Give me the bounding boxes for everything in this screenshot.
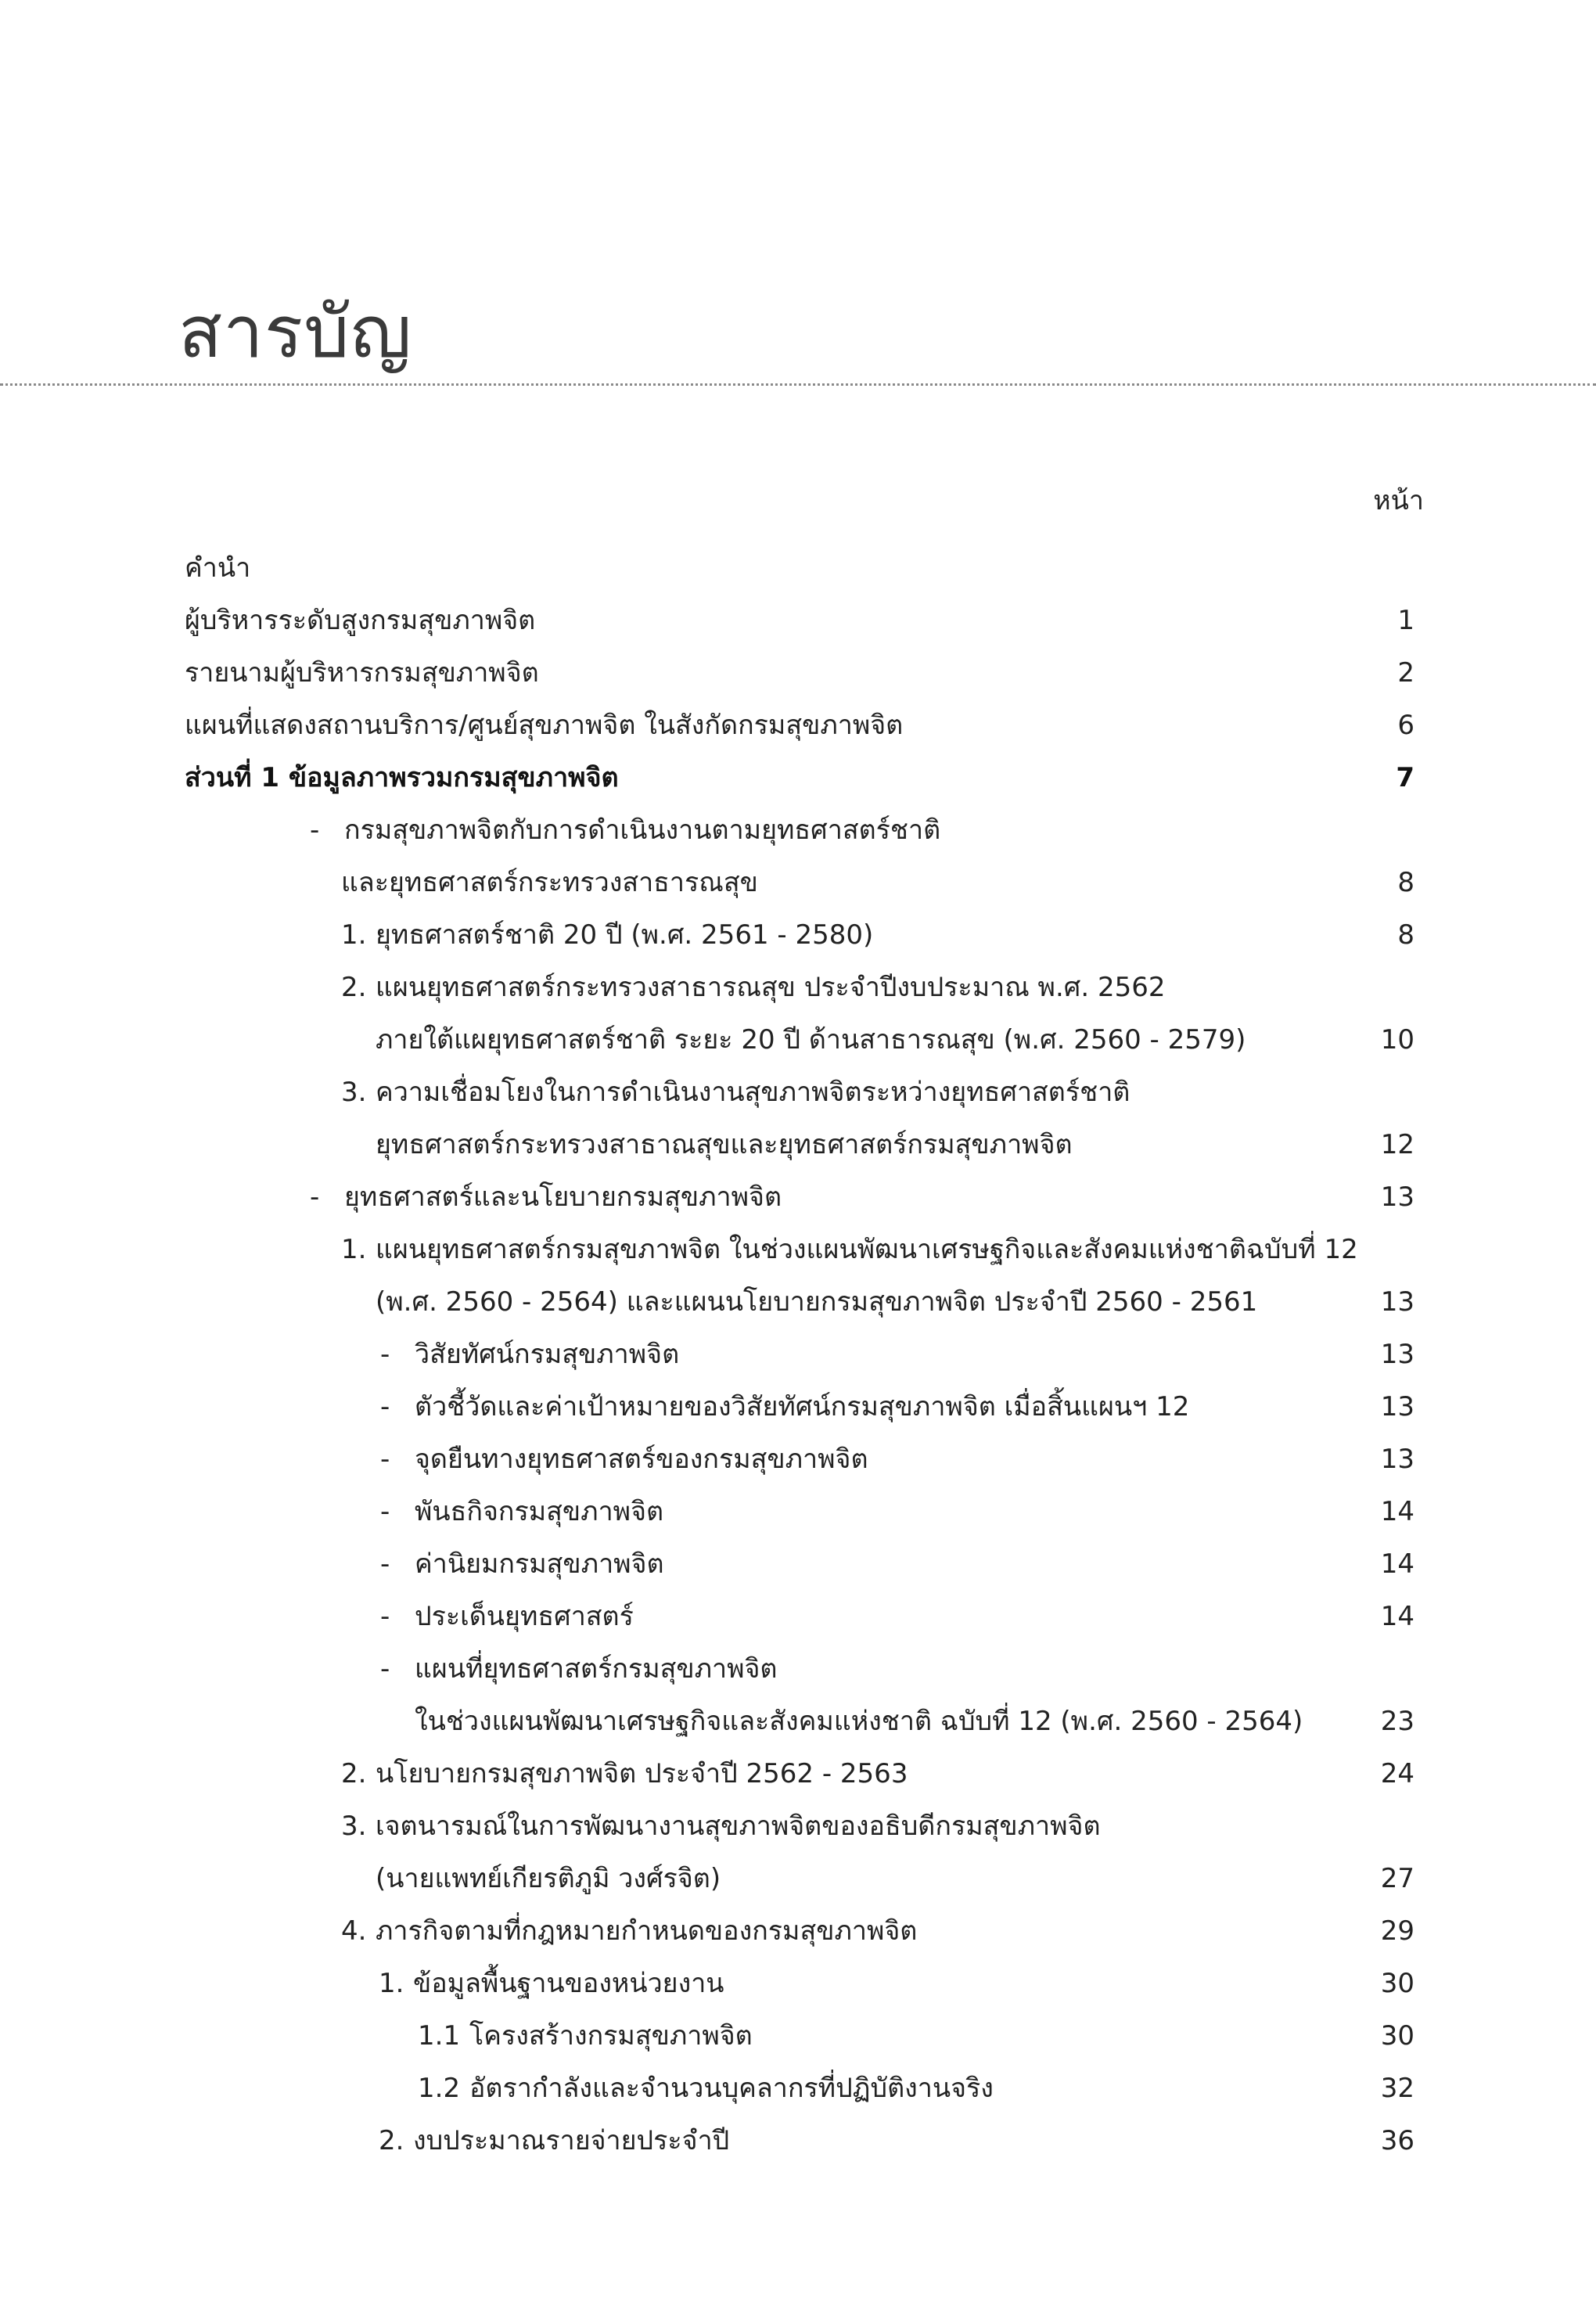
- toc-label: โครงสร้างกรมสุขภาพจิต: [469, 2020, 753, 2052]
- toc-label: ภารกิจตามที่กฎหมายกำหนดของกรมสุขภาพจิต: [376, 1915, 918, 1947]
- toc-row: [0, 648, 1596, 700]
- toc-page-number: 10: [1380, 1024, 1414, 1056]
- toc-bullet: 2.: [341, 1758, 367, 1789]
- toc-page-number: 8: [1397, 867, 1414, 898]
- toc-page-number: 2: [1397, 657, 1414, 689]
- toc-row: [0, 2116, 1596, 2168]
- toc-bullet: -: [310, 1181, 320, 1213]
- toc-label: วิสัยทัศน์กรมสุขภาพจิต: [415, 1339, 680, 1370]
- toc-row: [0, 1067, 1596, 1120]
- toc-label: ภายใต้แผยุทธศาสตร์ชาติ ระยะ 20 ปี ด้านสาธารณสุข (พ.ศ. 2560 - 2579): [376, 1024, 1246, 1056]
- toc-section-label: ส่วนที่ 1 ข้อมูลภาพรวมกรมสุขภาพจิต: [185, 762, 619, 793]
- toc-row: [0, 805, 1596, 858]
- toc-bullet: 3.: [341, 1077, 367, 1108]
- toc-label: งบประมาณรายจ่ายประจำปี: [413, 2125, 730, 2156]
- toc-bullet: 2.: [379, 2125, 404, 2156]
- toc-label: แผนที่แสดงสถานบริการ/ศูนย์สุขภาพจิต ในสังกัดกรมสุขภาพจิต: [185, 710, 904, 741]
- toc-row: [0, 700, 1596, 753]
- toc-page-number: 24: [1380, 1758, 1414, 1789]
- toc-page-number: 8: [1397, 919, 1414, 951]
- toc-page-number: 6: [1397, 710, 1414, 741]
- toc-label: ผู้บริหารระดับสูงกรมสุขภาพจิต: [185, 605, 536, 636]
- toc-bullet: -: [380, 1444, 390, 1475]
- toc-label: อัตรากำลังและจำนวนบุคลากรที่ปฏิบัติงานจริง: [469, 2073, 994, 2104]
- toc-bullet: 1.: [341, 919, 367, 951]
- toc-row: [0, 1329, 1596, 1382]
- toc-row: [0, 1749, 1596, 1801]
- toc-label: ยุทธศาสตร์กระทรวงสาธาณสุขและยุทธศาสตร์กรมสุขภาพจิต: [376, 1129, 1073, 1160]
- toc-label: ยุทธศาสตร์และนโยบายกรมสุขภาพจิต: [344, 1181, 782, 1213]
- toc-bullet: 4.: [341, 1915, 367, 1947]
- toc-label: (พ.ศ. 2560 - 2564) และแผนนโยบายกรมสุขภาพจิต ประจำปี 2560 - 2561: [376, 1286, 1258, 1318]
- toc-label: ตัวชี้วัดและค่าเป้าหมายของวิสัยทัศน์กรมสุขภาพจิต เมื่อสิ้นแผนฯ 12: [415, 1391, 1190, 1422]
- toc-label: ข้อมูลพื้นฐานของหน่วยงาน: [413, 1968, 724, 1999]
- toc-row: [0, 1958, 1596, 2011]
- toc-bullet: 1.1: [418, 2020, 461, 2052]
- toc-label: คำนำ: [185, 552, 251, 584]
- toc-label: (นายแพทย์เกียรติภูมิ วงศ์รจิต): [376, 1863, 721, 1894]
- toc-row: [0, 2063, 1596, 2116]
- toc-label: และยุทธศาสตร์กระทรวงสาธารณสุข: [341, 867, 758, 898]
- toc-row: [0, 1434, 1596, 1487]
- toc-bullet: -: [380, 1548, 390, 1580]
- toc-page-number: 30: [1380, 1968, 1414, 1999]
- toc-page-number: 13: [1380, 1181, 1414, 1213]
- toc-row: [0, 1591, 1596, 1644]
- toc-label: นโยบายกรมสุขภาพจิต ประจำปี 2562 - 2563: [376, 1758, 908, 1789]
- toc-bullet: 1.: [341, 1234, 367, 1265]
- toc-row: [0, 1172, 1596, 1225]
- toc-label: แผนที่ยุทธศาสตร์กรมสุขภาพจิต: [415, 1653, 778, 1685]
- toc-bullet: -: [380, 1496, 390, 1527]
- toc-label: ยุทธศาสตร์ชาติ 20 ปี (พ.ศ. 2561 - 2580): [376, 919, 874, 951]
- toc-page-number: 14: [1380, 1496, 1414, 1527]
- toc-page-number: 27: [1380, 1863, 1414, 1894]
- toc-row: [0, 543, 1596, 595]
- toc-bullet: 2.: [341, 972, 367, 1003]
- toc-label: ในช่วงแผนพัฒนาเศรษฐกิจและสังคมแห่งชาติ ฉบับที่ 12 (พ.ศ. 2560 - 2564): [415, 1706, 1303, 1737]
- toc-row: [0, 595, 1596, 648]
- toc-bullet: -: [380, 1601, 390, 1632]
- toc-bullet: 1.2: [418, 2073, 461, 2104]
- toc-row: [0, 1644, 1596, 1696]
- toc-row: [0, 1854, 1596, 1906]
- toc-page-number: 12: [1380, 1129, 1414, 1160]
- toc-label: จุดยืนทางยุทธศาสตร์ของกรมสุขภาพจิต: [415, 1444, 868, 1475]
- toc-row: [0, 2011, 1596, 2063]
- toc-page-number: 14: [1380, 1548, 1414, 1580]
- toc-label: ค่านิยมกรมสุขภาพจิต: [415, 1548, 664, 1580]
- toc-section-row: [0, 753, 1596, 805]
- toc-page-number: 1: [1397, 605, 1414, 636]
- toc-bullet: -: [380, 1391, 390, 1422]
- toc-page-number: 36: [1380, 2125, 1414, 2156]
- toc-row: [0, 1906, 1596, 1958]
- toc-row: [0, 858, 1596, 910]
- toc-page-number: 13: [1380, 1391, 1414, 1422]
- toc-label: เจตนารมณ์ในการพัฒนางานสุขภาพจิตของอธิบดีกรมสุขภาพจิต: [376, 1811, 1101, 1842]
- toc-row: [0, 1487, 1596, 1539]
- page-title: สารบัญ: [178, 290, 413, 374]
- toc-row: [0, 1539, 1596, 1591]
- toc-label: พันธกิจกรมสุขภาพจิต: [415, 1496, 664, 1527]
- toc-row: [0, 1277, 1596, 1329]
- page-column-header: หน้า: [1373, 485, 1424, 516]
- toc-page-number: 30: [1380, 2020, 1414, 2052]
- toc-page-number: 13: [1380, 1286, 1414, 1318]
- toc-page-number: 29: [1380, 1915, 1414, 1947]
- toc-row: [0, 910, 1596, 962]
- toc-bullet: 1.: [379, 1968, 404, 1999]
- toc-row: [0, 1015, 1596, 1067]
- toc-label: แผนยุทธศาสตร์กรมสุขภาพจิต ในช่วงแผนพัฒนาเศรษฐกิจและสังคมแห่งชาติฉบับที่ 12: [376, 1234, 1358, 1265]
- toc-label: ความเชื่อมโยงในการดำเนินงานสุขภาพจิตระหว่างยุทธศาสตร์ชาติ: [376, 1077, 1130, 1108]
- toc-row: [0, 962, 1596, 1015]
- toc-bullet: -: [380, 1339, 390, 1370]
- toc-row: [0, 1696, 1596, 1749]
- toc-bullet: -: [310, 815, 320, 846]
- toc-row: [0, 1801, 1596, 1854]
- toc-bullet: -: [380, 1653, 390, 1685]
- toc-label: กรมสุขภาพจิตกับการดำเนินงานตามยุทธศาสตร์ชาติ: [344, 815, 941, 846]
- toc-row: [0, 1382, 1596, 1434]
- toc-page-number: 7: [1396, 762, 1414, 793]
- toc-row: [0, 1225, 1596, 1277]
- toc-page-number: 14: [1380, 1601, 1414, 1632]
- toc-page-number: 13: [1380, 1444, 1414, 1475]
- toc-page-number: 23: [1380, 1706, 1414, 1737]
- toc-label: ประเด็นยุทธศาสตร์: [415, 1601, 634, 1632]
- toc-row: [0, 1120, 1596, 1172]
- toc-page-number: 32: [1380, 2073, 1414, 2104]
- toc-label: รายนามผู้บริหารกรมสุขภาพจิต: [185, 657, 539, 689]
- toc-label: แผนยุทธศาสตร์กระทรวงสาธารณสุข ประจำปีงบประมาณ พ.ศ. 2562: [376, 972, 1166, 1003]
- toc-page-number: 13: [1380, 1339, 1414, 1370]
- toc-bullet: 3.: [341, 1811, 367, 1842]
